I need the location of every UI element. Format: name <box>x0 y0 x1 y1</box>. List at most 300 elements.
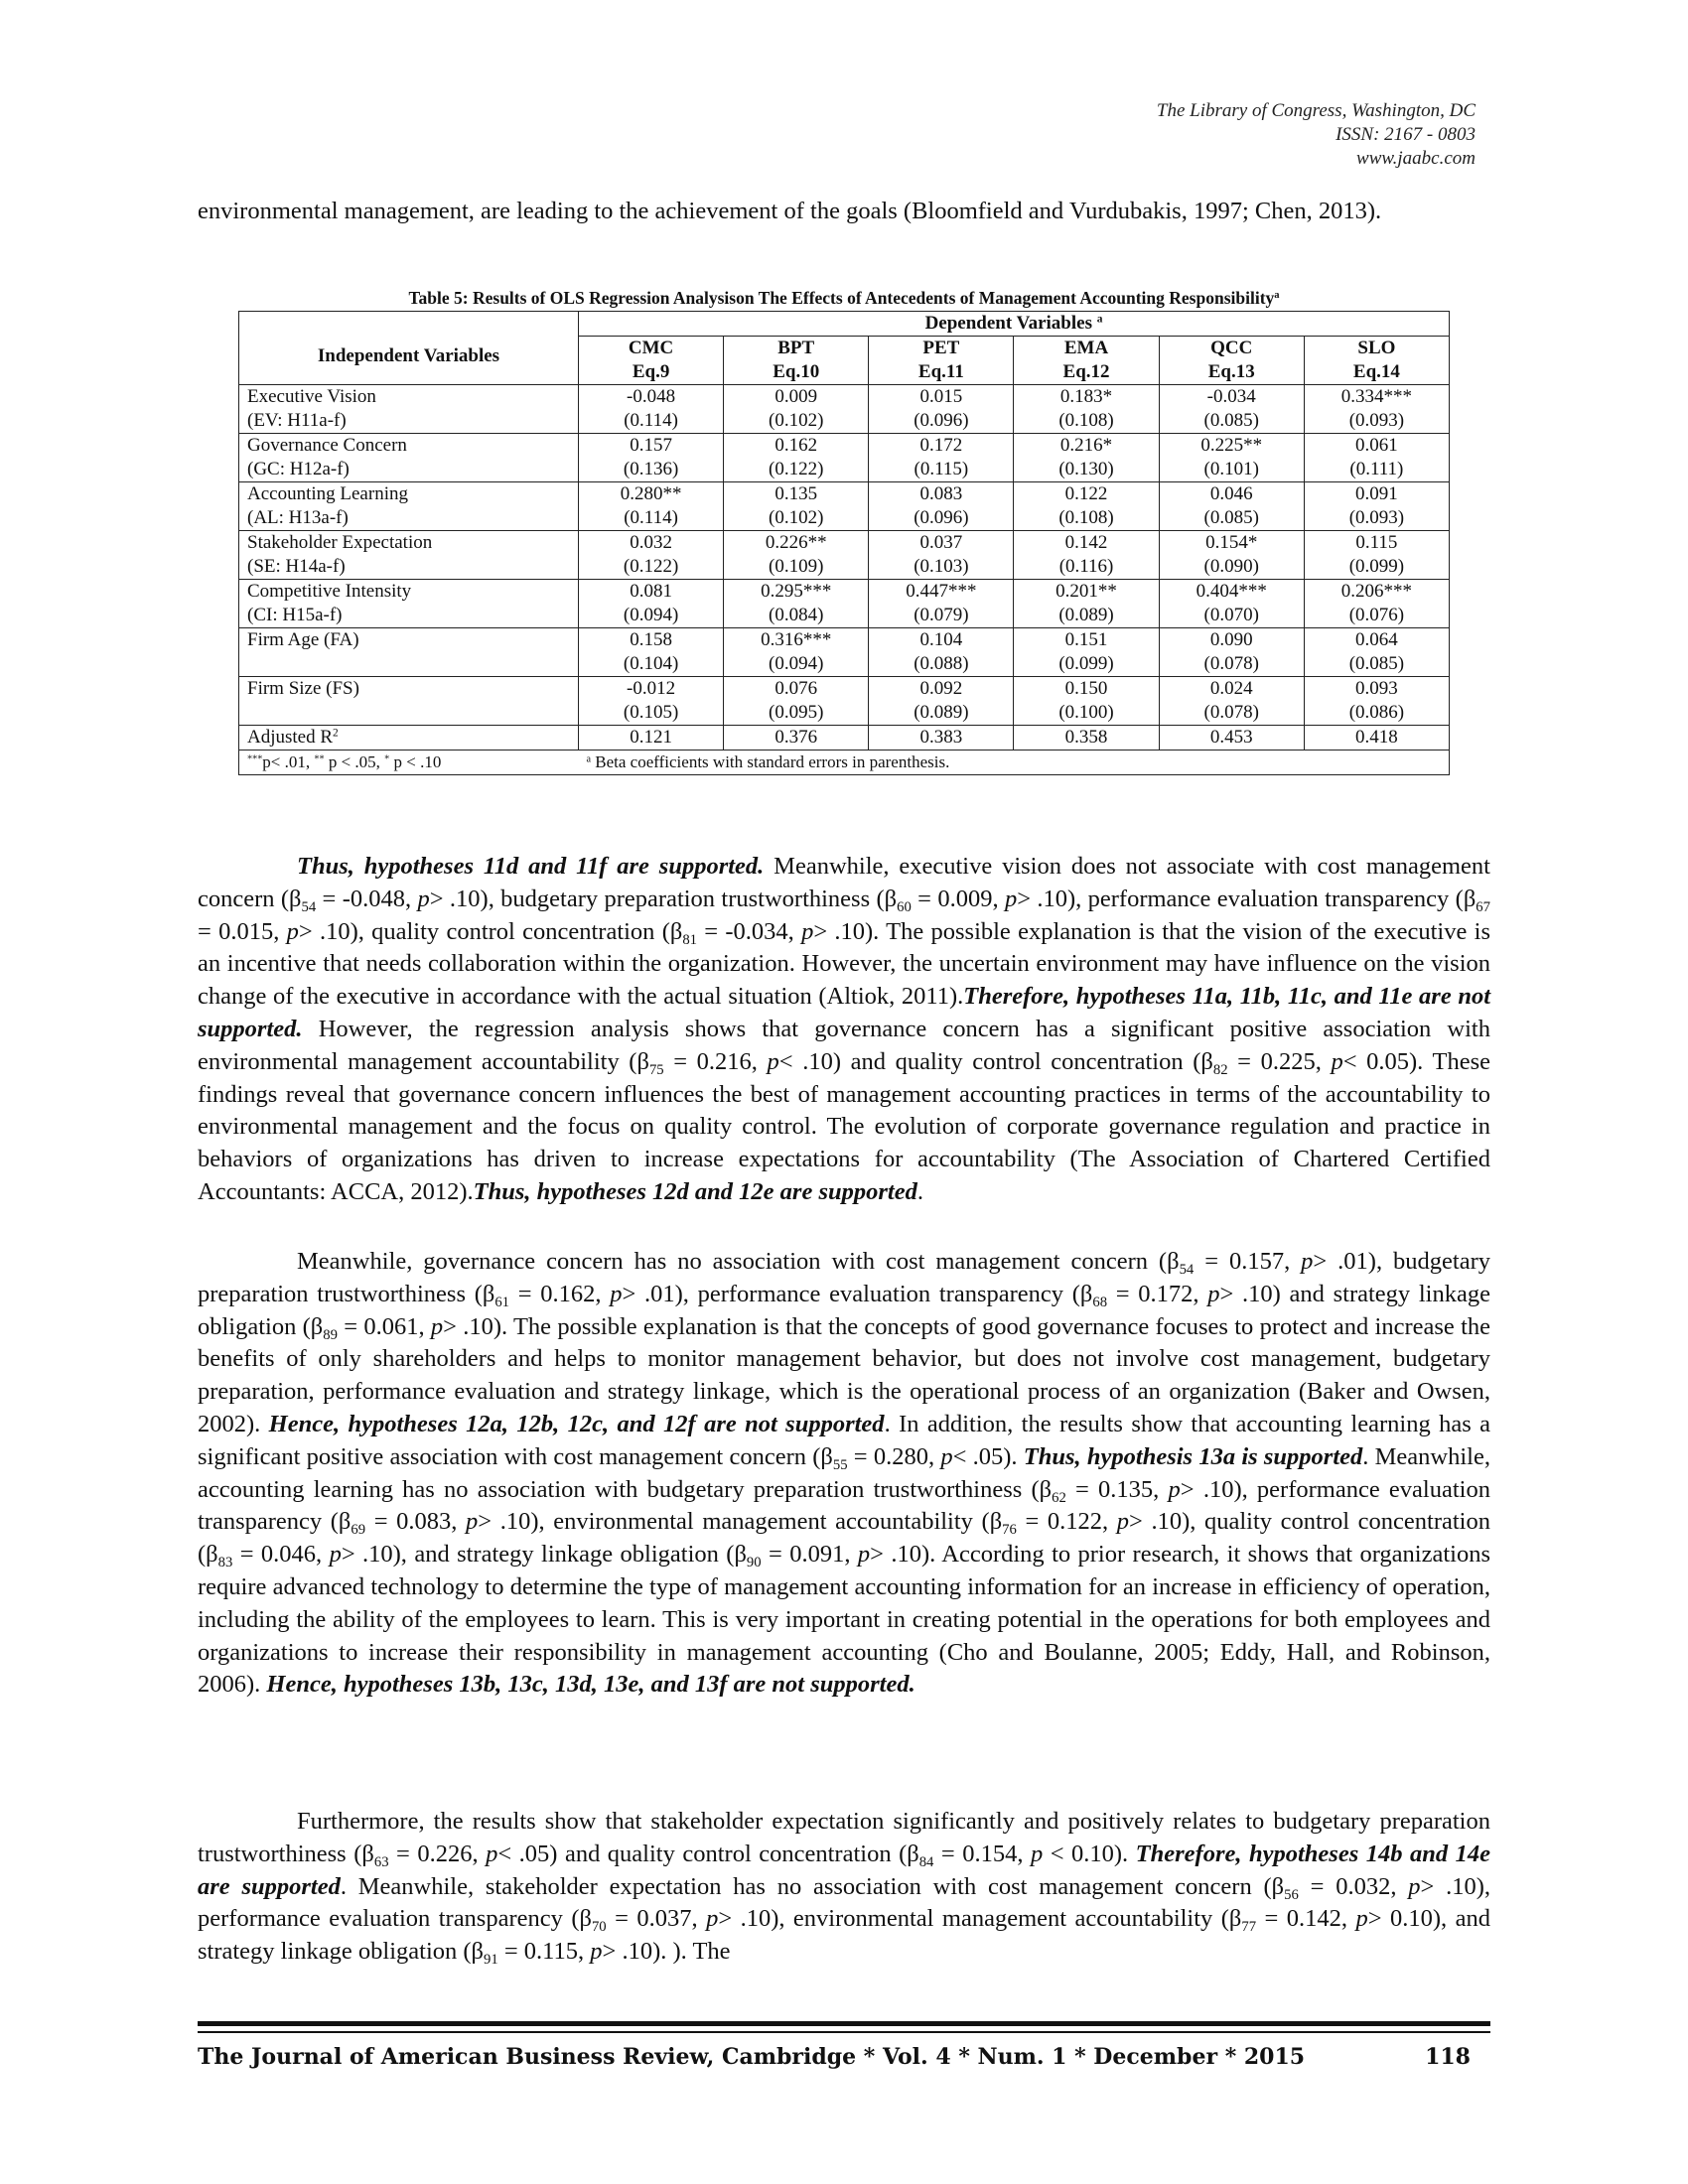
standard-error: (0.089) <box>1058 605 1114 625</box>
coefficient: 0.115 <box>1355 532 1398 553</box>
coefficient: 0.154* <box>1205 532 1258 553</box>
p2-t15: > .10), performance evaluation transparency (β <box>198 1475 1490 1536</box>
variable-label <box>239 580 579 628</box>
standard-error: (0.103) <box>914 556 969 577</box>
p3-t4: = 0.154, <box>933 1840 1031 1867</box>
standard-error: (0.085) <box>1348 653 1405 674</box>
coefficient: 0.104 <box>919 629 963 650</box>
adjusted-r2-value: 0.376 <box>724 726 869 751</box>
coefficient: 0.093 <box>1355 678 1398 699</box>
standard-error: (0.114) <box>624 507 678 528</box>
table-cell <box>1014 628 1159 677</box>
p3-s84: 84 <box>918 1853 934 1870</box>
p3-t5: < 0.10). <box>1043 1840 1136 1867</box>
standard-error: (0.070) <box>1203 605 1259 625</box>
table-cell <box>869 531 1014 580</box>
table-cell <box>1014 531 1159 580</box>
standard-error: (0.102) <box>769 410 824 431</box>
p2-bold-1: Hence, hypotheses 12a, 12b, 12c, and 12f are not supported <box>268 1410 885 1437</box>
p1-t13: = 0.225, <box>1227 1047 1332 1075</box>
adjusted-r2-value: 0.418 <box>1304 726 1449 751</box>
variable-hypothesis <box>247 652 570 676</box>
iv-header <box>239 312 579 385</box>
column-equation: Eq.14 <box>1352 361 1400 382</box>
variable-name: Firm Size (FS) <box>247 678 359 699</box>
table-cell <box>1014 385 1159 434</box>
p2-t4: = 0.162, <box>509 1280 611 1307</box>
p1-t10: However, the regression analysis shows that governance concern has a significant positive association with environmental management accountability (β <box>198 1015 1490 1075</box>
variable-name: Stakeholder Expectation <box>247 532 433 553</box>
p1-s82: 82 <box>1212 1061 1228 1078</box>
p2-p6: p <box>1168 1475 1181 1503</box>
p3-p3: p <box>1408 1872 1421 1900</box>
standard-error: (0.115) <box>914 459 969 479</box>
standard-error: (0.116) <box>1058 556 1114 577</box>
p2-s90: 90 <box>746 1555 762 1571</box>
p2-s89: 89 <box>323 1326 338 1343</box>
standard-error: (0.096) <box>914 410 969 431</box>
p2-t14: = 0.135, <box>1065 1475 1169 1503</box>
standard-error: (0.099) <box>1058 653 1114 674</box>
coefficient: 0.135 <box>774 483 818 504</box>
table-cell <box>869 628 1014 677</box>
p1-t4: = 0.009, <box>911 885 1005 912</box>
running-header <box>1157 99 1476 171</box>
p3-t12: > 0.10), and strategy linkage obligation (β <box>198 1905 1490 1966</box>
coefficient: 0.216* <box>1059 435 1113 456</box>
coefficient: 0.172 <box>919 435 963 456</box>
adjusted-r2-value: 0.383 <box>869 726 1014 751</box>
p3-p4: p <box>706 1905 719 1933</box>
p1-s60: 60 <box>897 898 912 915</box>
p2-t18: = 0.122, <box>1016 1508 1117 1536</box>
column-equation: Eq.10 <box>773 361 820 382</box>
p1-p3: p <box>286 917 299 945</box>
variable-name: Governance Concern <box>247 435 407 456</box>
p2-t23: > .10). According to prior research, it shows that organizations require advanced technology to determine the type of management accounting information for an increase in efficiency of operation, including the ability of the employees to learn. This is very important in creating potential in the operations for both employees and organizations to increase their responsibility in management accounting (Cho and Boulanne, 2005; Eddy, Hall, and Robinson, 2006). <box>198 1541 1490 1699</box>
adjusted-r2-label <box>239 726 579 751</box>
p2-bold-3: Hence, hypotheses 13b, 13c, 13d, 13e, and 13f are not supported. <box>266 1671 915 1699</box>
standard-error: (0.114) <box>624 410 678 431</box>
standard-error: (0.101) <box>1203 459 1259 479</box>
column-name: EMA <box>1063 338 1109 358</box>
p2-t8: = 0.061, <box>337 1312 431 1340</box>
p1-p4: p <box>801 917 814 945</box>
p2-s62: 62 <box>1052 1489 1066 1506</box>
coefficient: 0.151 <box>1064 629 1108 650</box>
p2-t12: < .05). <box>952 1442 1024 1470</box>
p3-s56: 56 <box>1284 1886 1299 1903</box>
p1-bold-2: Therefore, hypotheses 11a, 11b, 11c, and 11e are not supported. <box>198 983 1490 1042</box>
p2-t3: > .01), budgetary preparation trustworthiness (β <box>198 1248 1490 1307</box>
p3-t11: = 0.142, <box>1256 1905 1356 1933</box>
table-cell <box>1014 580 1159 628</box>
p3-p5: p <box>1355 1905 1368 1933</box>
p1-t11: = 0.216, <box>663 1047 768 1075</box>
table-cell <box>1304 385 1449 434</box>
p1-t7: > .10), quality control concentration (β <box>298 917 683 945</box>
regression-table <box>238 311 1450 775</box>
standard-error: (0.076) <box>1348 605 1405 625</box>
p1-p2: p <box>1004 885 1018 912</box>
standard-error: (0.085) <box>1203 410 1259 431</box>
table-caption <box>238 287 1450 309</box>
p1-s75: 75 <box>648 1061 664 1078</box>
r2-label-text: Adjusted R <box>247 727 334 748</box>
p1-t8: = -0.034, <box>697 917 802 945</box>
p3-s70: 70 <box>591 1919 607 1936</box>
variable-hypothesis: (SE: H14a-f) <box>247 556 346 577</box>
table-cell <box>579 628 724 677</box>
column-header-ema <box>1014 337 1159 385</box>
p2-t5: > .01), performance evaluation transparency (β <box>622 1280 1093 1307</box>
table-cell <box>1014 677 1159 726</box>
standard-error: (0.079) <box>914 605 969 625</box>
coefficient: 0.064 <box>1355 629 1398 650</box>
p2-t1: Meanwhile, governance concern has no association with cost management concern (β <box>297 1248 1180 1275</box>
coefficient: 0.037 <box>919 532 963 553</box>
standard-error: (0.093) <box>1348 410 1405 431</box>
p1-t12: < .10) and quality control concentration (β <box>778 1047 1213 1075</box>
table-cell <box>1159 531 1304 580</box>
sig-sup-3: *** <box>247 753 263 765</box>
standard-error: (0.136) <box>623 459 679 479</box>
table-row <box>239 628 1450 677</box>
table-cell <box>869 385 1014 434</box>
variable-hypothesis: (EV: H11a-f) <box>247 410 347 431</box>
standard-error: (0.086) <box>1348 702 1405 723</box>
p2-t20: = 0.046, <box>232 1541 330 1569</box>
standard-error: (0.096) <box>914 507 969 528</box>
table-row <box>239 434 1450 482</box>
variable-name: Executive Vision <box>247 386 376 407</box>
column-name: BPT <box>777 338 815 358</box>
p3-p1: p <box>486 1840 498 1867</box>
p3-t3: < .05) and quality control concentration (β <box>497 1840 919 1867</box>
p3-t1: Furthermore, the results show that stakeholder expectation significantly and positively relates to budgetary preparation trustworthiness (β <box>198 1808 1490 1867</box>
coefficient: -0.048 <box>627 386 676 407</box>
coefficient: 0.183* <box>1059 386 1113 407</box>
standard-error: (0.078) <box>1203 653 1259 674</box>
p3-t14: > .10). ). The <box>602 1938 731 1966</box>
coefficient: 0.142 <box>1064 532 1108 553</box>
p1-t6: = 0.015, <box>198 917 287 945</box>
iv-header-text: Independent Variables <box>317 344 500 366</box>
p2-p9: p <box>329 1541 342 1569</box>
table-cell <box>1304 628 1449 677</box>
p3-t8: > .10), performance evaluation transparency (β <box>198 1872 1490 1933</box>
p2-t13: . Meanwhile, accounting learning has no association with budgetary preparation trustworthiness (β <box>198 1442 1490 1503</box>
variable-hypothesis: (GC: H12a-f) <box>247 459 350 479</box>
table-cell <box>1304 434 1449 482</box>
variable-hypothesis: (AL: H13a-f) <box>247 507 349 528</box>
table-cell <box>724 385 869 434</box>
coefficient: 0.061 <box>1355 435 1398 456</box>
p2-s55: 55 <box>832 1456 848 1473</box>
p2-s54: 54 <box>1179 1262 1195 1279</box>
coefficient: 0.150 <box>1064 678 1108 699</box>
table-row <box>239 580 1450 628</box>
table-cell <box>579 531 724 580</box>
table-cell <box>1304 531 1449 580</box>
table-cell <box>1159 628 1304 677</box>
coefficient: 0.206*** <box>1340 581 1413 602</box>
table-cell <box>579 482 724 531</box>
p2-s76: 76 <box>1002 1522 1017 1539</box>
standard-error: (0.102) <box>769 507 824 528</box>
p1-s54: 54 <box>301 898 317 915</box>
p2-p5: p <box>940 1442 953 1470</box>
coefficient: 0.015 <box>919 386 963 407</box>
table-cell <box>1159 434 1304 482</box>
standard-error: (0.108) <box>1058 410 1114 431</box>
variable-name: Firm Age (FA) <box>247 629 359 650</box>
p3-bold-1: Therefore, hypotheses 14b and 14e are supported <box>198 1840 1490 1900</box>
standard-error: (0.104) <box>623 653 679 674</box>
standard-error: (0.122) <box>769 459 824 479</box>
dv-header <box>579 312 1450 337</box>
intro-paragraph: environmental management, are leading to the achievement of the goals (Bloomfield and Vurdubakis, 1997; Chen, 2013). <box>198 198 1382 224</box>
p3-t9: = 0.037, <box>606 1905 707 1933</box>
journal-citation: The Journal of American Business Review, Cambridge * Vol. 4 * Num. 1 * December * 2015 <box>198 2044 1306 2070</box>
column-equation: Eq.9 <box>632 361 670 382</box>
p1-bold-3: Thus, hypotheses 12d and 12e are supported <box>473 1177 917 1205</box>
standard-error: (0.093) <box>1348 507 1405 528</box>
paragraph-2 <box>198 1246 1490 1702</box>
p2-t9: > .10). The possible explanation is that the concepts of good governance focuses to protect and increase the benefits of only shareholders and helps to monitor management behavior, but does not involve cost management, budgetary preparation, performance evaluation and strategy linkage, which is the operational process of an organization (Baker and Owsen, 2002). <box>198 1312 1490 1437</box>
p2-bold-2: Thus, hypothesis 13a is supported <box>1023 1442 1363 1470</box>
standard-error: (0.099) <box>1348 556 1405 577</box>
p2-t2: = 0.157, <box>1194 1248 1302 1275</box>
table-caption-sup: a <box>1274 290 1280 302</box>
column-header-cmc <box>579 337 724 385</box>
p2-p2: p <box>610 1280 623 1307</box>
p3-s63: 63 <box>373 1853 389 1870</box>
p1-s67: 67 <box>1476 898 1490 915</box>
coefficient: 0.225** <box>1200 435 1263 456</box>
table-cell <box>724 628 869 677</box>
table-cell <box>869 677 1014 726</box>
sig-sup-2: ** <box>314 753 325 765</box>
coefficient: 0.334*** <box>1340 386 1413 407</box>
p2-t11: = 0.280, <box>847 1442 941 1470</box>
coefficient: 0.081 <box>630 581 672 602</box>
column-equation: Eq.13 <box>1207 361 1255 382</box>
column-header-slo <box>1304 337 1449 385</box>
standard-error: (0.095) <box>769 702 824 723</box>
variable-label <box>239 434 579 482</box>
variable-label <box>239 385 579 434</box>
table-cell <box>724 434 869 482</box>
variable-label <box>239 531 579 580</box>
p2-p4: p <box>430 1312 444 1340</box>
coefficient: 0.162 <box>774 435 818 456</box>
p2-t19: > .10), quality control concentration (β <box>198 1508 1490 1569</box>
coefficient: 0.295*** <box>761 581 832 602</box>
table-header-row-1 <box>239 312 1450 337</box>
p1-p1: p <box>417 885 430 912</box>
adjusted-r2-value: 0.121 <box>579 726 724 751</box>
table-row <box>239 531 1450 580</box>
standard-error: (0.084) <box>769 605 824 625</box>
beta-note-text: Beta coefficients with standard errors in parenthesis. <box>591 752 950 771</box>
coefficient: -0.012 <box>627 678 676 699</box>
significance-note <box>239 751 579 775</box>
sig-text-1: p< .01, <box>262 752 315 771</box>
sig-text-2: p < .05, <box>324 752 385 771</box>
standard-error: (0.090) <box>1203 556 1259 577</box>
adjusted-r2-value: 0.358 <box>1014 726 1159 751</box>
column-name: QCC <box>1210 338 1253 358</box>
p1-p5: p <box>767 1047 779 1075</box>
table-row <box>239 385 1450 434</box>
standard-error: (0.100) <box>1058 702 1114 723</box>
table-cell <box>1159 385 1304 434</box>
beta-note <box>579 751 1450 775</box>
coefficient: -0.034 <box>1206 386 1256 407</box>
coefficient: 0.032 <box>630 532 672 553</box>
table-cell <box>724 677 869 726</box>
adjusted-r2-row <box>239 726 1450 751</box>
coefficient: 0.092 <box>919 678 963 699</box>
column-name: PET <box>922 338 960 358</box>
p2-p1: p <box>1301 1248 1314 1275</box>
p3-s77: 77 <box>1241 1919 1257 1936</box>
table-cell <box>1159 482 1304 531</box>
p1-t15: . <box>916 1177 923 1205</box>
p2-t21: > .10), and strategy linkage obligation (β <box>341 1541 747 1569</box>
coefficient: 0.447*** <box>906 581 977 602</box>
p3-p2: p <box>1030 1840 1044 1867</box>
table-cell <box>1304 677 1449 726</box>
table-cell <box>869 580 1014 628</box>
p1-t3: > .10), budgetary preparation trustworthiness (β <box>429 885 898 912</box>
standard-error: (0.094) <box>623 605 679 625</box>
table-cell <box>1159 677 1304 726</box>
beta-note-sup: a <box>586 753 592 765</box>
coefficient: 0.158 <box>630 629 672 650</box>
variable-label <box>239 677 579 726</box>
coefficient: 0.404*** <box>1196 581 1267 602</box>
variable-label <box>239 628 579 677</box>
standard-error: (0.085) <box>1203 507 1259 528</box>
coefficient: 0.122 <box>1064 483 1108 504</box>
coefficient: 0.009 <box>774 386 818 407</box>
standard-error: (0.130) <box>1058 459 1114 479</box>
header-issn: ISSN: 2167 - 0803 <box>1336 124 1476 145</box>
p2-s68: 68 <box>1092 1294 1108 1310</box>
table-cell <box>1014 482 1159 531</box>
table-caption-text: Table 5: Results of OLS Regression Analysison The Effects of Antecedents of Management Accounting Responsibility <box>408 288 1275 308</box>
p3-p6: p <box>590 1938 603 1966</box>
table-row <box>239 482 1450 531</box>
standard-error: (0.111) <box>1349 459 1404 479</box>
table-cell <box>1014 434 1159 482</box>
variable-name: Accounting Learning <box>247 483 408 504</box>
column-header-bpt <box>724 337 869 385</box>
page-number: 118 <box>1425 2044 1471 2070</box>
p1-t9: > .10). The possible explanation is that the vision of the executive is an incentive that needs collaboration within the organization. However, the uncertain environment may have influence on the vision change of the executive in accordance with the actual situation (Altiok, 2011). <box>198 917 1490 1011</box>
variable-hypothesis: (CI: H15a-f) <box>247 605 343 625</box>
variable-label <box>239 482 579 531</box>
coefficient: 0.280** <box>620 483 682 504</box>
table-cell <box>724 531 869 580</box>
r2-label-sup: 2 <box>333 727 339 740</box>
coefficient: 0.024 <box>1209 678 1253 699</box>
p2-s61: 61 <box>494 1294 510 1310</box>
table-cell <box>579 434 724 482</box>
coefficient: 0.157 <box>630 435 672 456</box>
table-cell <box>579 580 724 628</box>
standard-error: (0.108) <box>1058 507 1114 528</box>
standard-error: (0.078) <box>1203 702 1259 723</box>
table-cell <box>579 677 724 726</box>
table-row <box>239 677 1450 726</box>
paragraph-1 <box>198 851 1490 1209</box>
column-name: CMC <box>628 338 674 358</box>
table-cell <box>1159 580 1304 628</box>
table-cell <box>724 482 869 531</box>
column-name: SLO <box>1357 338 1396 358</box>
column-equation: Eq.11 <box>917 361 964 382</box>
standard-error: (0.094) <box>769 653 824 674</box>
standard-error: (0.089) <box>914 702 969 723</box>
footer-rule-thin <box>198 2031 1490 2033</box>
p3-t6: . Meanwhile, stakeholder expectation has no association with cost management concern (β <box>340 1872 1285 1900</box>
coefficient: 0.316*** <box>761 629 832 650</box>
coefficient: 0.046 <box>1209 483 1253 504</box>
p2-p7: p <box>466 1508 479 1536</box>
p2-t17: > .10), environmental management accountability (β <box>478 1508 1003 1536</box>
standard-error: (0.088) <box>914 653 969 674</box>
dv-header-sup: a <box>1096 313 1103 326</box>
column-header-qcc <box>1159 337 1304 385</box>
table-cell <box>1304 580 1449 628</box>
standard-error: (0.109) <box>769 556 824 577</box>
adjusted-r2-value: 0.453 <box>1159 726 1304 751</box>
p1-t5: > .10), performance evaluation transparency (β <box>1017 885 1477 912</box>
coefficient: 0.091 <box>1355 483 1398 504</box>
p2-s69: 69 <box>351 1522 366 1539</box>
p2-t16: = 0.083, <box>365 1508 467 1536</box>
p2-t10: . In addition, the results show that accounting learning has a significant positive association with cost management concern (β <box>198 1410 1490 1470</box>
coefficient: 0.226** <box>765 532 827 553</box>
p3-s91: 91 <box>484 1952 498 1969</box>
table-cell <box>1304 482 1449 531</box>
p1-p6: p <box>1331 1047 1343 1075</box>
p3-t7: = 0.032, <box>1298 1872 1409 1900</box>
standard-error: (0.105) <box>623 702 679 723</box>
paragraph-3 <box>198 1806 1490 1969</box>
table-cell <box>869 482 1014 531</box>
header-library: The Library of Congress, Washington, DC <box>1156 100 1476 121</box>
p3-t13: = 0.115, <box>497 1938 591 1966</box>
variable-name: Competitive Intensity <box>247 581 412 602</box>
p2-p8: p <box>1116 1508 1130 1536</box>
p1-t14: < 0.05). These findings reveal that governance concern influences the best of management accounting practices in terms of the accountability to environmental management and the focus on quality control. The evolution of corporate governance regulation and practice in behaviors of organizations has driven to increase expectations for accountability (The Association of Chartered Certified Accountants: ACCA, 2012). <box>198 1047 1490 1205</box>
table-footnote-row <box>239 751 1450 775</box>
p3-t10: > .10), environmental management accountability (β <box>718 1905 1242 1933</box>
p2-s83: 83 <box>217 1555 233 1571</box>
coefficient: 0.076 <box>774 678 818 699</box>
p2-p10: p <box>857 1541 871 1569</box>
p2-t22: = 0.091, <box>761 1541 858 1569</box>
table-cell <box>579 385 724 434</box>
p2-p3: p <box>1207 1280 1220 1307</box>
sig-sup-1: * <box>384 753 390 765</box>
coefficient: 0.201** <box>1055 581 1117 602</box>
standard-error: (0.122) <box>623 556 679 577</box>
